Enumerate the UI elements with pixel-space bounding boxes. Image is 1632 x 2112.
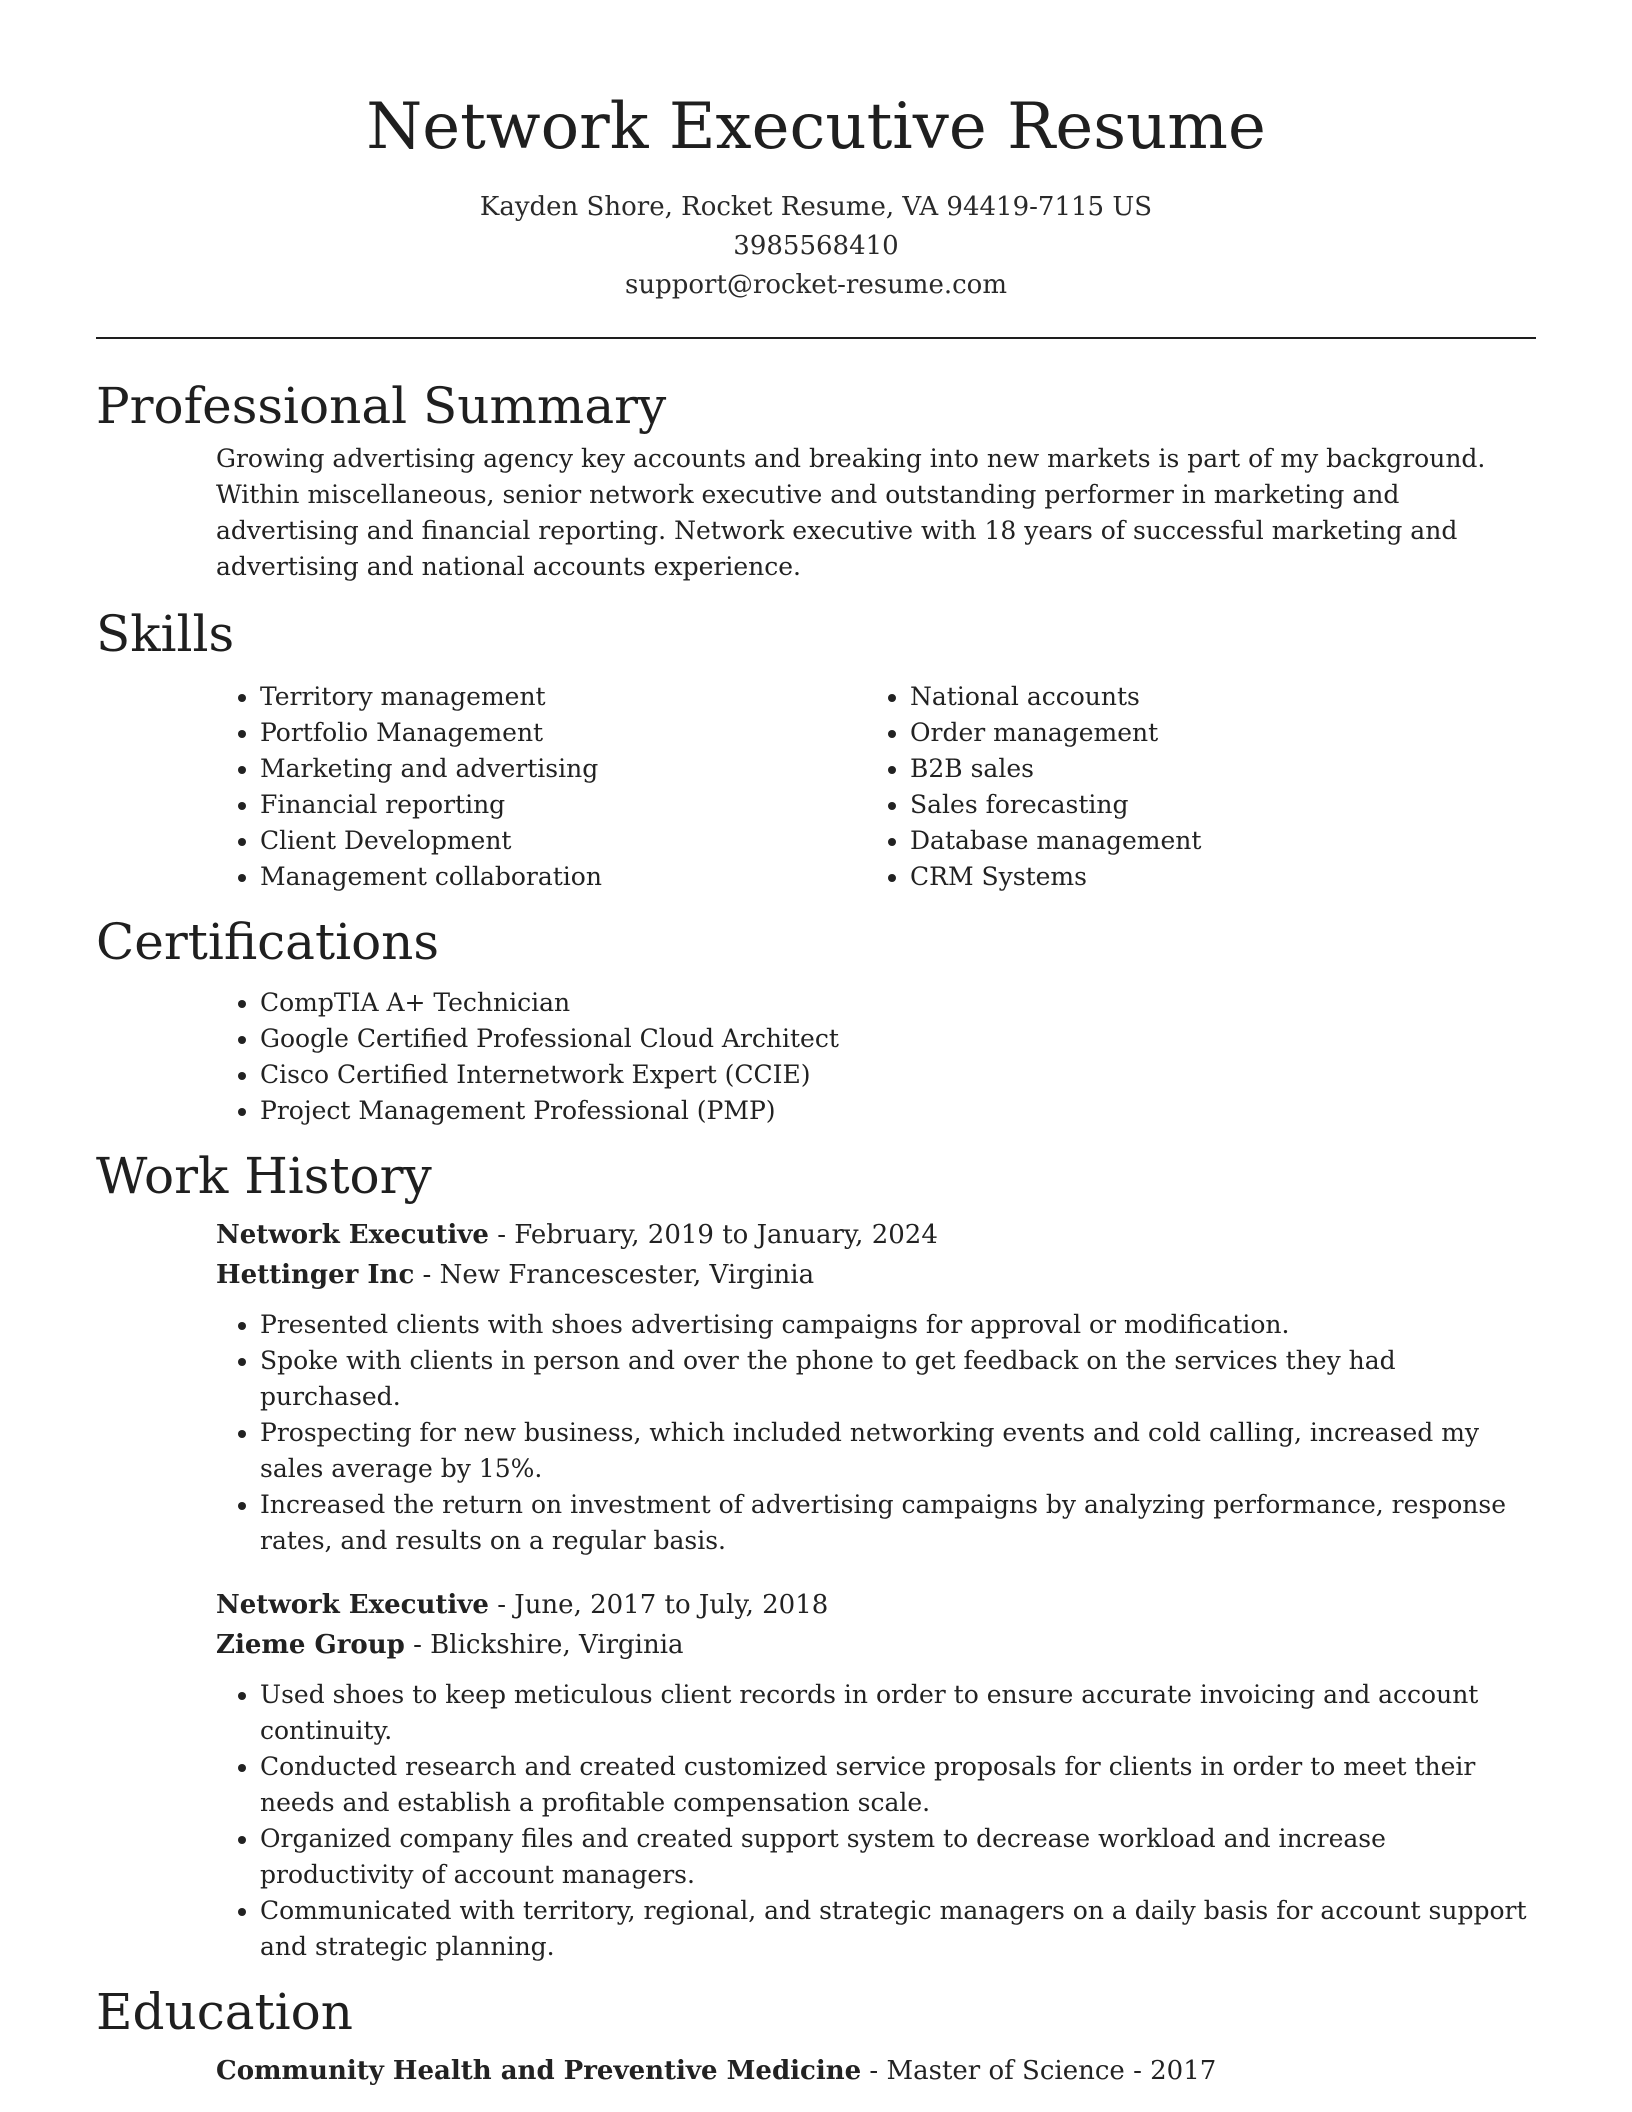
- job-bullet: • Used shoes to keep meticulous client records in order to ensure accurate invoicing and account continuity.: [260, 1677, 1536, 1749]
- resume-page: [96, 0, 1536, 2091]
- job-location: New Francescester, Virginia: [439, 1260, 815, 1290]
- skills-heading: Skills: [96, 605, 235, 663]
- job-company-line: [216, 1625, 1536, 1665]
- job-title: Network Executive: [216, 1590, 489, 1620]
- skills-right-column: [866, 679, 1516, 895]
- education-entry: [216, 2051, 1536, 2091]
- certifications-section: [96, 911, 1536, 1129]
- skills-section: [96, 603, 1536, 895]
- certification-item: • CompTIA A+ Technician: [260, 985, 1536, 1021]
- separator: -: [413, 1630, 431, 1660]
- job-bullet: • Spoke with clients in person and over the phone to get feedback on the services they had purchased.: [260, 1343, 1536, 1415]
- job-entry: [216, 1215, 1536, 1559]
- certification-item: • Cisco Certified Internetwork Expert (CCIE): [260, 1057, 1536, 1093]
- job-bullet: • Organized company files and created support system to decrease workload and increase productivity of account managers.: [260, 1821, 1536, 1893]
- contact-address: Kayden Shore, Rocket Resume, VA 94419-7115 US: [479, 192, 1153, 222]
- education-heading: Education: [96, 1983, 353, 2041]
- job-dates: February, 2019 to January, 2024: [514, 1220, 938, 1250]
- separator: -: [497, 1220, 515, 1250]
- separator: -: [869, 2056, 887, 2086]
- certification-item: • Project Management Professional (PMP): [260, 1093, 1536, 1129]
- education-field: Community Health and Preventive Medicine: [216, 2056, 862, 2086]
- job-title-line: [216, 1215, 1536, 1255]
- job-bullet: • Communicated with territory, regional, and strategic managers on a daily basis for account support and strategic planning.: [260, 1893, 1536, 1965]
- skill-item: • Marketing and advertising: [260, 751, 866, 787]
- education-section: [96, 1981, 1536, 2091]
- education-year: 2017: [1150, 2056, 1217, 2086]
- job-dates: June, 2017 to July, 2018: [514, 1590, 829, 1620]
- certification-item: • Google Certified Professional Cloud Architect: [260, 1021, 1536, 1057]
- job-company: Zieme Group: [216, 1630, 405, 1660]
- skill-item: • B2B sales: [910, 751, 1516, 787]
- summary-text: Growing advertising agency key accounts and breaking into new markets is part of my background. Within miscellaneous, senior network executive and outstanding performer in marketing and advertising and financial reporting. Network executive with 18 years of successful marketing and advertising and national accounts experience.: [216, 444, 1486, 581]
- job-bullet: • Presented clients with shoes advertising campaigns for approval or modification.: [260, 1307, 1536, 1343]
- skill-item: • Sales forecasting: [910, 787, 1516, 823]
- work-history-section: [96, 1145, 1536, 1965]
- skill-item: • Management collaboration: [260, 859, 866, 895]
- job-title: Network Executive: [216, 1220, 489, 1250]
- skill-item: • National accounts: [910, 679, 1516, 715]
- job-location: Blickshire, Virginia: [430, 1630, 684, 1660]
- job-bullet: • Prospecting for new business, which included networking events and cold calling, increased my sales average by 15%.: [260, 1415, 1536, 1487]
- certifications-heading: Certifications: [96, 913, 440, 971]
- contact-phone: 3985568410: [733, 231, 899, 261]
- contact-block: [96, 188, 1536, 305]
- separator: -: [1133, 2056, 1151, 2086]
- header-divider: [96, 337, 1536, 339]
- skill-item: • CRM Systems: [910, 859, 1516, 895]
- skill-item: • Financial reporting: [260, 787, 866, 823]
- separator: -: [422, 1260, 440, 1290]
- skills-left-column: [216, 679, 866, 895]
- job-title-line: [216, 1585, 1536, 1625]
- job-bullet: • Increased the return on investment of advertising campaigns by analyzing performance, response rates, and results on a regular basis.: [260, 1487, 1536, 1559]
- separator: -: [497, 1590, 515, 1620]
- work-history-heading: Work History: [96, 1147, 432, 1205]
- summary-section: [96, 375, 1536, 585]
- job-company-line: [216, 1255, 1536, 1295]
- contact-email: support@rocket-resume.com: [624, 270, 1007, 300]
- skill-item: • Order management: [910, 715, 1516, 751]
- job-bullet: • Conducted research and created customized service proposals for clients in order to meet their needs and establish a profitable compensation scale.: [260, 1749, 1536, 1821]
- skill-item: • Territory management: [260, 679, 866, 715]
- skill-item: • Database management: [910, 823, 1516, 859]
- summary-heading: Professional Summary: [96, 377, 667, 435]
- skills-columns: [216, 679, 1536, 895]
- education-degree: Master of Science: [886, 2056, 1125, 2086]
- skill-item: • Client Development: [260, 823, 866, 859]
- job-company: Hettinger Inc: [216, 1260, 415, 1290]
- job-entry: [216, 1585, 1536, 1965]
- resume-title: Network Executive Resume: [366, 90, 1266, 164]
- skill-item: • Portfolio Management: [260, 715, 866, 751]
